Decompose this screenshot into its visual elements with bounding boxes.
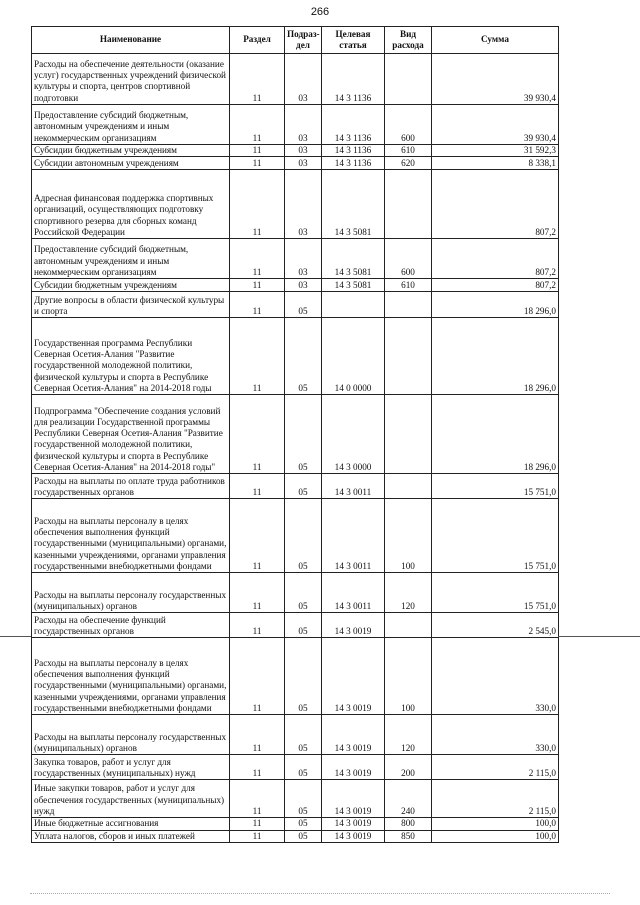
table-row: [32, 395, 559, 474]
column-header-subsection: Подраз-дел: [285, 27, 322, 54]
cell-expense: 200: [385, 755, 432, 780]
cell-target: 14 3 0019: [322, 818, 385, 830]
cell-subsection: 03: [285, 170, 322, 239]
column-header-name: Наименование: [32, 27, 230, 54]
cell-name: Расходы на выплаты персоналу в целях обеспечения выполнения функций государственными (муниципальными) органами, казенными учреждениями, органами управления государственными внебюджетными фондами: [32, 499, 230, 573]
cell-name: Субсидии бюджетным учреждениям: [32, 279, 230, 292]
cell-section: 11: [230, 318, 285, 395]
cell-section: 11: [230, 54, 285, 105]
cell-subsection: 05: [285, 830, 322, 842]
cell-subsection: 05: [285, 818, 322, 830]
table-row: [32, 157, 559, 170]
table-row: [32, 318, 559, 395]
cell-expense: 120: [385, 573, 432, 613]
cell-subsection: 05: [285, 395, 322, 474]
table-row: [32, 755, 559, 780]
cell-sum: 100,0: [432, 818, 559, 830]
cell-section: 11: [230, 170, 285, 239]
cell-sum: 31 592,3: [432, 145, 559, 157]
cell-subsection: 05: [285, 638, 322, 715]
table-row: [32, 145, 559, 157]
cell-subsection: 03: [285, 54, 322, 105]
cell-section: 11: [230, 279, 285, 292]
cell-subsection: 03: [285, 279, 322, 292]
cell-name: Расходы на выплаты персоналу в целях обеспечения выполнения функций государственными (муниципальными) органами, казенными учреждениями, органами управления государственными внебюджетными фондами: [32, 638, 230, 715]
table-row: [32, 830, 559, 842]
cell-name: Расходы на обеспечение деятельности (оказание услуг) государственных учреждений физической культуры и спорта, центров спортивной подготовки: [32, 54, 230, 105]
cell-name: Подпрограмма "Обеспечение создания условий для реализации Государственной программы Республики Северная Осетия-Алания "Развитие государственной молодежной политики, физической культуры и спорта в Республике Северная Осетия-Алания" на 2014-2018 годы": [32, 395, 230, 474]
cell-section: 11: [230, 145, 285, 157]
cell-section: 11: [230, 105, 285, 145]
column-header-target: Целевая статья: [322, 27, 385, 54]
cell-section: 11: [230, 638, 285, 715]
cell-section: 11: [230, 613, 285, 638]
cell-expense: 100: [385, 638, 432, 715]
cell-target: 14 3 0019: [322, 780, 385, 818]
cell-sum: 39 930,4: [432, 54, 559, 105]
cell-section: 11: [230, 239, 285, 279]
cell-target: 14 3 0019: [322, 613, 385, 638]
cell-expense: [385, 613, 432, 638]
cell-expense: 600: [385, 105, 432, 145]
cell-sum: 330,0: [432, 715, 559, 755]
cell-sum: 18 296,0: [432, 292, 559, 318]
cell-section: 11: [230, 474, 285, 499]
cell-target: 14 3 1136: [322, 54, 385, 105]
table-row: [32, 105, 559, 145]
cell-target: 14 3 1136: [322, 145, 385, 157]
cell-target: 14 3 1136: [322, 105, 385, 145]
cell-section: 11: [230, 715, 285, 755]
cell-expense: 800: [385, 818, 432, 830]
column-header-sum: Сумма: [432, 27, 559, 54]
cell-sum: 100,0: [432, 830, 559, 842]
cell-subsection: 05: [285, 318, 322, 395]
cell-name: Предоставление субсидий бюджетным, автономным учреждениям и иным некоммерческим организациям: [32, 105, 230, 145]
cell-expense: 120: [385, 715, 432, 755]
cell-sum: 330,0: [432, 638, 559, 715]
cell-name: Расходы на выплаты по оплате труда работников государственных органов: [32, 474, 230, 499]
cell-expense: [385, 318, 432, 395]
cell-section: 11: [230, 573, 285, 613]
page-number: 266: [310, 6, 330, 18]
cell-name: Адресная финансовая поддержка спортивных организаций, осуществляющих подготовку спортивного резерва для сборных команд Российской Федерации: [32, 170, 230, 239]
cell-subsection: 05: [285, 715, 322, 755]
cell-sum: 15 751,0: [432, 499, 559, 573]
cell-expense: 100: [385, 499, 432, 573]
cell-subsection: 05: [285, 613, 322, 638]
cell-expense: [385, 170, 432, 239]
cell-section: 11: [230, 818, 285, 830]
table-row: [32, 780, 559, 818]
cell-section: 11: [230, 292, 285, 318]
cell-subsection: 05: [285, 573, 322, 613]
cell-name: Расходы на выплаты персоналу государственных (муниципальных) органов: [32, 715, 230, 755]
cell-subsection: 03: [285, 239, 322, 279]
cell-name: Иные бюджетные ассигнования: [32, 818, 230, 830]
cell-sum: 39 930,4: [432, 105, 559, 145]
cell-sum: 18 296,0: [432, 395, 559, 474]
cell-sum: 807,2: [432, 239, 559, 279]
cell-name: Уплата налогов, сборов и иных платежей: [32, 830, 230, 842]
column-header-section: Раздел: [230, 27, 285, 54]
cell-sum: 807,2: [432, 279, 559, 292]
cell-sum: 15 751,0: [432, 474, 559, 499]
cell-name: Другие вопросы в области физической культуры и спорта: [32, 292, 230, 318]
cell-subsection: 05: [285, 474, 322, 499]
budget-table: [31, 26, 559, 843]
table-row: [32, 573, 559, 613]
cell-target: 14 3 0019: [322, 638, 385, 715]
cell-name: Государственная программа Республики Северная Осетия-Алания "Развитие государственной молодежной политики, физической культуры и спорта в Республике Северная Осетия-Алания" на 2014-2018 годы: [32, 318, 230, 395]
cell-expense: [385, 292, 432, 318]
cell-section: 11: [230, 830, 285, 842]
table-header-row: [32, 27, 559, 54]
table-row: [32, 474, 559, 499]
cell-subsection: 05: [285, 780, 322, 818]
cell-section: 11: [230, 499, 285, 573]
cell-target: 14 3 0011: [322, 573, 385, 613]
cell-target: 14 3 5081: [322, 170, 385, 239]
cell-sum: 15 751,0: [432, 573, 559, 613]
table-row: [32, 715, 559, 755]
table-body: [32, 54, 559, 843]
cell-name: Субсидии бюджетным учреждениям: [32, 145, 230, 157]
cell-expense: 600: [385, 239, 432, 279]
cell-name: Предоставление субсидий бюджетным, автономным учреждениям и иным некоммерческим организациям: [32, 239, 230, 279]
cell-sum: 2 545,0: [432, 613, 559, 638]
cell-name: Расходы на обеспечение функций государственных органов: [32, 613, 230, 638]
cell-target: 14 3 0011: [322, 474, 385, 499]
cell-target: 14 3 5081: [322, 239, 385, 279]
cell-target: 14 3 0019: [322, 755, 385, 780]
cell-expense: 850: [385, 830, 432, 842]
cell-subsection: 03: [285, 105, 322, 145]
cell-target: 14 3 5081: [322, 279, 385, 292]
cell-expense: 610: [385, 279, 432, 292]
cell-sum: 2 115,0: [432, 755, 559, 780]
cell-name: Закупка товаров, работ и услуг для государственных (муниципальных) нужд: [32, 755, 230, 780]
cell-target: 14 0 0000: [322, 318, 385, 395]
cell-expense: 240: [385, 780, 432, 818]
cell-target: [322, 292, 385, 318]
cell-expense: [385, 474, 432, 499]
cell-sum: 2 115,0: [432, 780, 559, 818]
table-row: [32, 818, 559, 830]
column-header-expense: Вид расхода: [385, 27, 432, 54]
table-row: [32, 638, 559, 715]
cell-name: Иные закупки товаров, работ и услуг для обеспечения государственных (муниципальных) нужд: [32, 780, 230, 818]
cell-subsection: 05: [285, 755, 322, 780]
cell-expense: [385, 54, 432, 105]
table-row: [32, 239, 559, 279]
cell-name: Субсидии автономным учреждениям: [32, 157, 230, 170]
cell-subsection: 03: [285, 145, 322, 157]
table-row: [32, 613, 559, 638]
cell-name: Расходы на выплаты персоналу государственных (муниципальных) органов: [32, 573, 230, 613]
cell-sum: 807,2: [432, 170, 559, 239]
cell-section: 11: [230, 755, 285, 780]
cell-sum: 8 338,1: [432, 157, 559, 170]
cell-target: 14 3 0011: [322, 499, 385, 573]
cell-section: 11: [230, 780, 285, 818]
table-row: [32, 499, 559, 573]
table-row: [32, 54, 559, 105]
cell-subsection: 05: [285, 292, 322, 318]
cell-expense: 620: [385, 157, 432, 170]
cell-section: 11: [230, 395, 285, 474]
margin-line-left: [0, 636, 31, 637]
cell-target: 14 3 0000: [322, 395, 385, 474]
cell-subsection: 03: [285, 157, 322, 170]
cell-target: 14 3 0019: [322, 715, 385, 755]
cell-sum: 18 296,0: [432, 318, 559, 395]
footer-divider: [30, 893, 610, 894]
table-row: [32, 170, 559, 239]
table-row: [32, 279, 559, 292]
cell-section: 11: [230, 157, 285, 170]
cell-expense: [385, 395, 432, 474]
margin-line-right: [558, 636, 640, 637]
cell-target: 14 3 0019: [322, 830, 385, 842]
cell-subsection: 05: [285, 499, 322, 573]
table-row: [32, 292, 559, 318]
cell-target: 14 3 1136: [322, 157, 385, 170]
cell-expense: 610: [385, 145, 432, 157]
